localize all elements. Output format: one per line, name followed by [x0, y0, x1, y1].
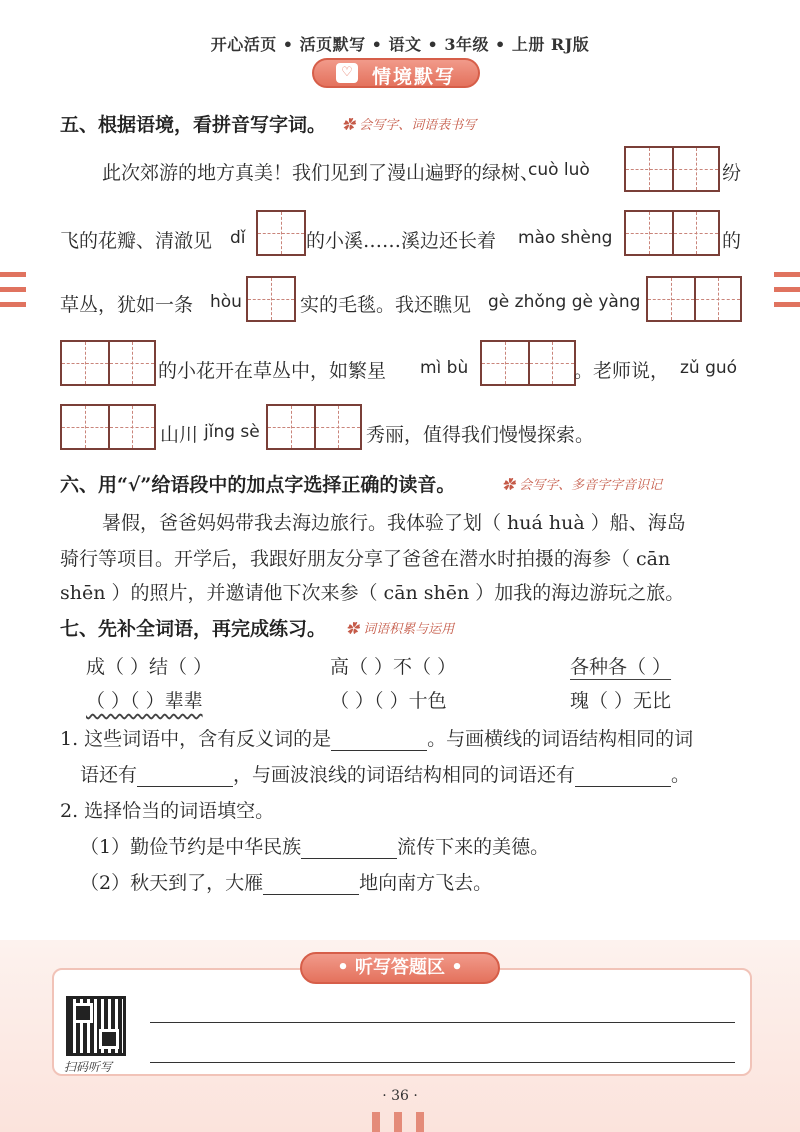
q5-text: 实的毛毯。我还瞧见	[300, 294, 472, 316]
fill-blank[interactable]	[331, 731, 427, 751]
q5-text: 纷	[722, 162, 742, 184]
right-edge-decoration	[774, 272, 800, 317]
q5-text: 山川	[160, 424, 199, 446]
answer-grid[interactable]	[480, 340, 576, 386]
fill-blank[interactable]	[263, 875, 359, 895]
q6-paragraph-line: shēn ）的照片，并邀请他下次来参（ cān shēn ）加我的海边游玩之旅。	[60, 582, 685, 604]
question-6-title: 六、用“√”给语段中的加点字选择正确的读音。	[60, 474, 456, 496]
q5-text: 飞的花瓣、清澈见	[60, 230, 213, 252]
question-6-tag: ✿ 会写字、多音字字音识记	[502, 474, 662, 493]
exercise-2-title: 2. 选择恰当的词语填空。	[60, 800, 275, 822]
q6-paragraph-line: 暑假，爸爸妈妈带我去海边旅行。我体验了划（ huá huà ）船、海岛	[102, 512, 686, 534]
qr-label: 扫码听写	[64, 1060, 113, 1074]
page-number: · 36 ·	[382, 1088, 418, 1104]
q5-text: 的	[722, 230, 742, 252]
pinyin-label: cuò luò	[528, 160, 590, 180]
pinyin-label: gè zhǒng gè yàng	[488, 292, 641, 312]
answer-grid[interactable]	[266, 404, 362, 450]
answer-grid[interactable]	[60, 340, 156, 386]
question-7-tag: ✿ 词语积累与运用	[346, 618, 454, 637]
heart-icon: ♡	[336, 63, 358, 83]
exercise-1-text: 语还有 ，与画波浪线的词语结构相同的词语还有 。	[80, 764, 691, 786]
qr-code-icon[interactable]	[66, 996, 126, 1056]
pinyin-label: mào shèng	[518, 228, 613, 248]
section-banner	[312, 58, 480, 88]
pinyin-label: dǐ	[230, 228, 246, 248]
idiom-item[interactable]: 瑰（ ）无比	[570, 690, 672, 712]
fill-blank[interactable]	[575, 767, 671, 787]
exercise-2-item: （1）勤俭节约是中华民族 流传下来的美德。	[80, 836, 550, 858]
pinyin-label: hòu	[210, 292, 242, 312]
page-header: 开心活页 • 活页默写 • 语文 • 3年级 • 上册 RJ版	[210, 35, 590, 54]
answer-area-title: • 听写答题区 •	[300, 952, 500, 984]
pinyin-label: mì bù	[420, 358, 469, 378]
pinyin-label: jǐng sè	[204, 422, 260, 442]
question-5-title: 五、根据语境，看拼音写字词。	[60, 114, 327, 136]
fill-blank[interactable]	[301, 839, 397, 859]
answer-grid[interactable]	[624, 146, 720, 192]
left-edge-decoration	[0, 272, 26, 317]
q5-text: 的小花开在草丛中，如繁星	[158, 360, 387, 382]
idiom-item[interactable]: （ ）（ ）十色	[330, 690, 447, 712]
idiom-item-underlined[interactable]: 各种各（ ）	[570, 656, 672, 678]
answer-grid[interactable]	[624, 210, 720, 256]
exercise-2-item: （2）秋天到了，大雁 地向南方飞去。	[80, 872, 493, 894]
q5-text: 。老师说，	[574, 360, 670, 382]
question-5-tag: ✿ 会写字、词语表书写	[342, 114, 476, 133]
exercise-1-text: 1. 这些词语中，含有反义词的是 。与画横线的词语结构相同的词	[60, 728, 694, 750]
writing-line[interactable]	[150, 1062, 735, 1063]
answer-grid[interactable]	[256, 210, 306, 256]
question-7-title: 七、先补全词语，再完成练习。	[60, 618, 327, 640]
q5-text: 的小溪……溪边还长着	[306, 230, 497, 252]
fill-blank[interactable]	[137, 767, 233, 787]
answer-grid[interactable]	[60, 404, 156, 450]
answer-grid[interactable]	[246, 276, 296, 322]
q5-text: 草丛，犹如一条	[60, 294, 194, 316]
idiom-item-wavy[interactable]: （ ）（ ）辈辈	[86, 690, 203, 712]
q5-text: 此次郊游的地方真美！我们见到了漫山遍野的绿树、	[102, 162, 540, 184]
idiom-item[interactable]: 高（ ）不（ ）	[330, 656, 457, 678]
answer-grid[interactable]	[646, 276, 742, 322]
bottom-decoration	[372, 1112, 438, 1132]
section-title: 情境默写	[372, 66, 457, 88]
idiom-item[interactable]: 成（ ）结（ ）	[86, 656, 213, 678]
q5-text: 秀丽，值得我们慢慢探索。	[366, 424, 595, 446]
pinyin-label: zǔ guó	[680, 358, 738, 378]
writing-line[interactable]	[150, 1022, 735, 1023]
q6-paragraph-line: 骑行等项目。开学后，我跟好朋友分享了爸爸在潜水时拍摄的海参（ cān	[60, 548, 671, 570]
